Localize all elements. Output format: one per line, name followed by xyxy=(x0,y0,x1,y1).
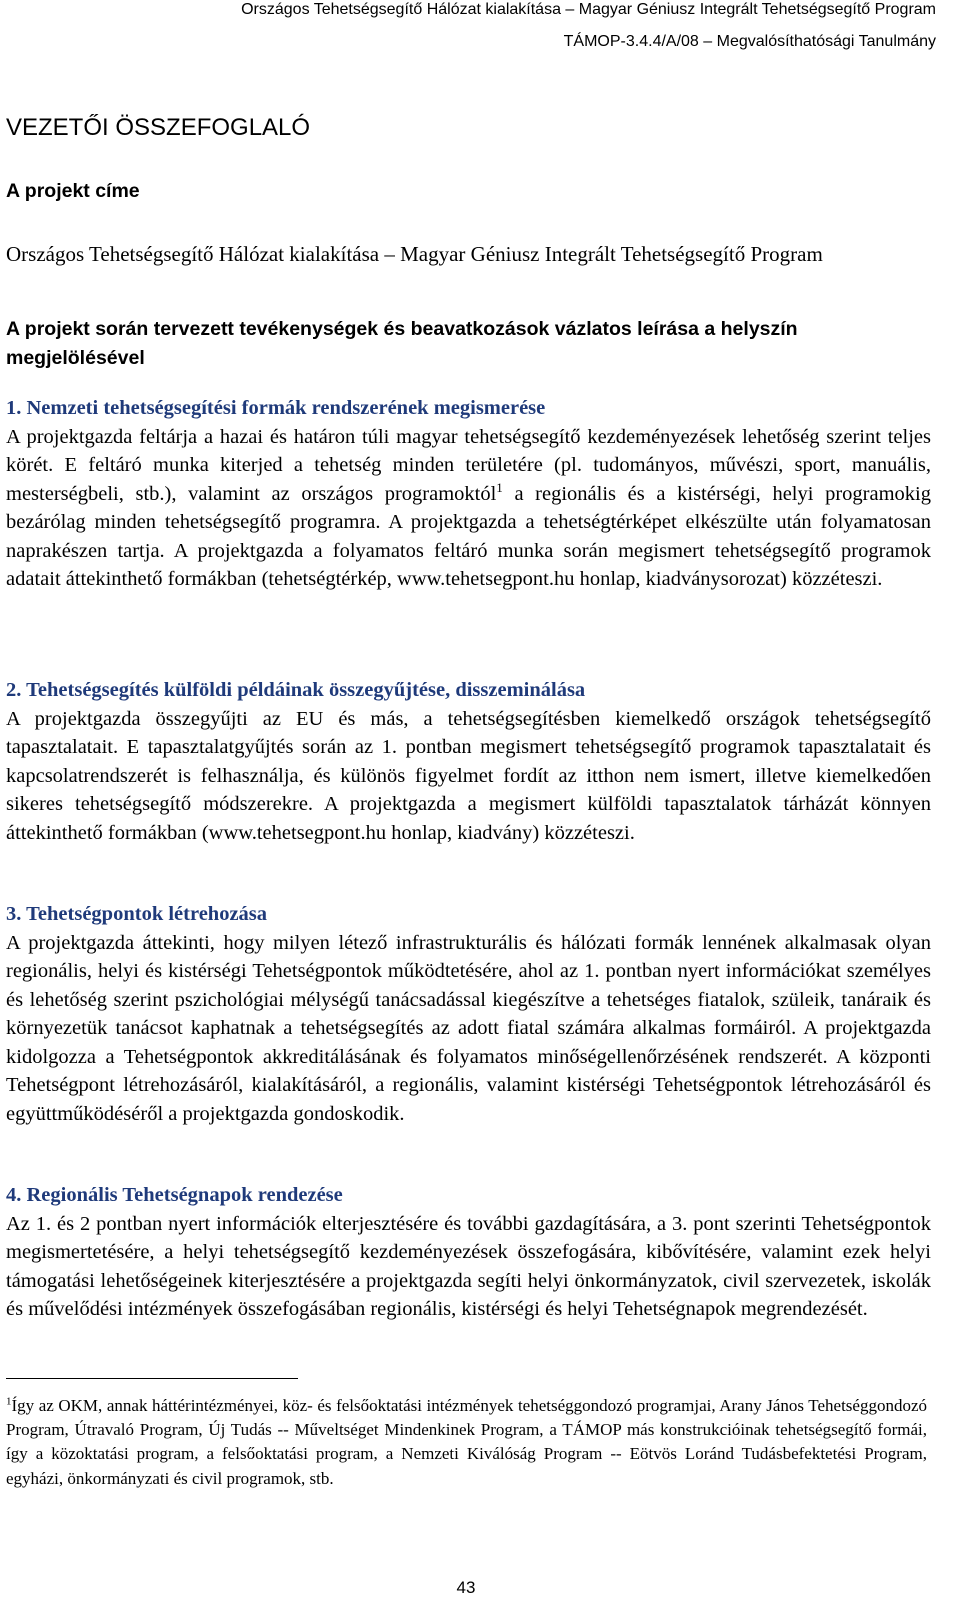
section-heading xyxy=(6,900,931,929)
section-body-text-continued: a regionális és a kistérségi, helyi programokig bezárólag minden tehetségsegítő programra. A projektgazda a tehetségtérképet elkészülte után folyamatosan naprakészen tartja. A projektgazda a folyamatos feltáró munka során megismert tehetségsegítő programok adatait áttekinthető formákban (tehetségtérkép, www.tehetsegpont.hu honlap, kiadványsorozat) közzéteszi. xyxy=(6,482,931,590)
footnote-reference: 1 xyxy=(496,479,503,495)
section-heading xyxy=(6,1181,931,1210)
section-body: A projektgazda áttekinti, hogy milyen létező infrastrukturális és hálózati formák lennének alkalmasak olyan regionális, helyi és kistérségi Tehetségpontok működtetésére, ahol az 1. pontban nyert információkat személyes és lehetőség szerint pszichológiai mélységű tanácsadással kiegészítve a tehetséges fiatalok, szüleik, tanáraik és környezetük tanácsot kaphatnak a tehetségsegítés az adott fiatal számára alkalmas formáiról. A projektgazda kidolgozza a Tehetségpontok akkreditálásának és folyamatos minőségellenőrzésének rendszerét. A központi Tehetségpont létrehozásáról, kialakításáról, a regionális, valamint kistérségi Tehetségpontok létrehozásáról és együttműködéséről a projektgazda gondoskodik. xyxy=(6,931,931,1125)
page-title: VEZETŐI ÖSSZEFOGLALÓ xyxy=(6,114,311,141)
section-body: Az 1. és 2 pontban nyert információk elterjesztésére és további gazdagítására, a 3. pont szerinti Tehetségpontok megismertetésére, a helyi tehetségsegítő kezdeményezések összefogására, kibővítésére, valamint ezek helyi támogatási lehetőségeinek kiterjesztésére a projektgazda segíti helyi önkormányzatok, civil szervezetek, iskolák és művelődési intézmények összefogásában regionális, kistérségi és helyi Tehetségnapok megrendezését. xyxy=(6,1212,931,1320)
section-heading xyxy=(6,676,931,705)
section-title: Regionális Tehetségnapok rendezése xyxy=(26,1184,343,1206)
section-number: 1. xyxy=(6,397,22,419)
footnote-marker: 1 xyxy=(6,1395,12,1408)
footnote xyxy=(6,1394,927,1491)
header-document-id: TÁMOP-3.4.4/A/08 – Megvalósíthatósági Tanulmány xyxy=(563,33,936,50)
section-3 xyxy=(6,900,931,1128)
section-title: Tehetségpontok létrehozása xyxy=(26,903,268,925)
activities-label: A projekt során tervezett tevékenységek és beavatkozások vázlatos leírása a helyszín megjelölésével xyxy=(6,318,798,369)
section-body xyxy=(6,423,931,594)
section-body-text: A projektgazda feltárja a hazai és határon túli magyar tehetségsegítő kezdeményezések lehetőség szerint teljes körét. E feltáró munka kiterjed a tehetség minden területére (pl. tudományos, művészi, sport, manuális, mesterségbeli, stb.), valamint az országos programoktól xyxy=(6,425,931,505)
header-program-title: Országos Tehetségsegítő Hálózat kialakítása – Magyar Géniusz Integrált Tehetségsegítő Program xyxy=(241,1,936,18)
section-body: A projektgazda összegyűjti az EU és más, a tehetségsegítésben kiemelkedő országok tehetségsegítő tapasztalatait. E tapasztalatgyűjtés során az 1. pontban megismert tehetségsegítő programok tapasztalatait és kapcsolatrendszerét is felhasználja, és különös figyelmet fordít az itthon nem ismert, illetve kiemelkedően sikeres tehetségsegítő módszerekre. A projektgazda a megismert külföldi tapasztalatok tárházát könnyen áttekinthető formákban (www.tehetsegpont.hu honlap, kiadvány) közzéteszi. xyxy=(6,707,931,844)
section-title: Tehetségsegítés külföldi példáinak összegyűjtése, disszeminálása xyxy=(26,679,586,701)
section-2 xyxy=(6,676,931,847)
running-header xyxy=(0,0,960,62)
project-title: Országos Tehetségsegítő Hálózat kialakítása – Magyar Géniusz Integrált Tehetségsegítő Program xyxy=(6,242,823,266)
section-1 xyxy=(6,394,931,594)
section-heading xyxy=(6,394,931,423)
section-number: 2. xyxy=(6,679,22,701)
section-number: 3. xyxy=(6,903,22,925)
section-number: 4. xyxy=(6,1184,22,1206)
footnote-divider xyxy=(6,1378,298,1379)
section-4 xyxy=(6,1181,931,1324)
footnote-text: Így az OKM, annak háttérintézményei, köz- és felsőoktatási intézmények tehetséggondozó programjai, Arany János Tehetséggondozó Program, Útravaló Program, Új Tudás -- Műveltséget Mindenkinek Program, a TÁMOP más konstrukcióinak tehetségsegítő formái, így a közoktatási program, a felsőoktatási program, a Nemzeti Kiválóság Program -- Eötvös Loránd Tudásbefektetési Program, egyházi, önkormányzati és civil programok, stb. xyxy=(6,1396,927,1488)
page-number: 43 xyxy=(456,1578,476,1597)
section-title: Nemzeti tehetségsegítési formák rendszerének megismerése xyxy=(26,397,546,419)
project-title-label: A projekt címe xyxy=(6,180,140,202)
